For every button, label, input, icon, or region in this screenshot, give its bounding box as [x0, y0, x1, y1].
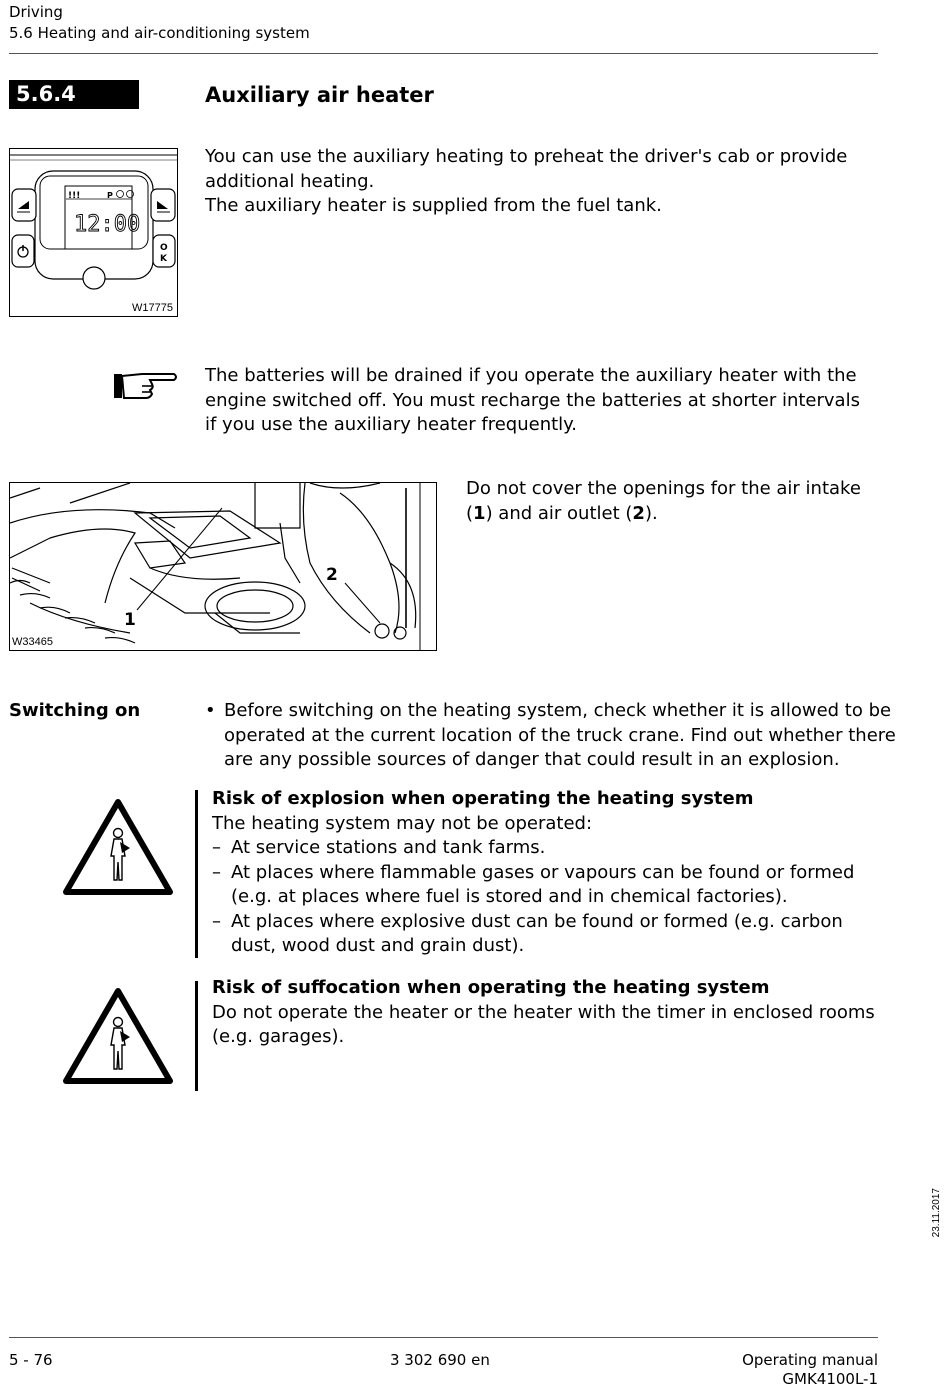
note-text: The batteries will be drained if you operate the auxiliary heater with the engine switched off. You must recharge the batteries at shorter intervals if you use the auxiliary heater frequently.: [205, 365, 860, 435]
header-chapter: Driving: [9, 3, 63, 21]
cab-interior-illustration: [10, 483, 436, 650]
callout-1: 1: [124, 610, 136, 630]
warning-text: Do not operate the heater or the heater with the timer in enclosed rooms (e.g. garages).: [212, 1001, 875, 1047]
switching-on-heading: Switching on: [9, 700, 141, 721]
timer-display-figure: [9, 148, 178, 317]
svg-text:!!!: !!!: [68, 191, 81, 201]
bullet-text: Before switching on the heating system, check whether it is allowed to be operated at the current location of the truck crane. Find out whether there are any possible sources of danger that could result in an explosion.: [224, 700, 896, 770]
openings-text-part: ) and air outlet (: [485, 502, 633, 524]
doc-number: 3 302 690 en: [390, 1351, 490, 1369]
outlet-number: 2: [632, 502, 645, 524]
pointing-hand-icon: [112, 368, 180, 404]
warning-item: – At places where explosive dust can be found or formed (e.g. carbon dust, wood dust and grain dust).: [212, 910, 843, 956]
manual-name: Operating manual: [742, 1351, 878, 1369]
header-rule: [9, 53, 878, 54]
figure-code: W33465: [12, 636, 53, 648]
intro-line-1: You can use the auxiliary heating to preheat the driver's cab or provide additional heating.: [205, 146, 848, 192]
intake-number: 1: [473, 502, 486, 524]
openings-text-part: ).: [644, 502, 658, 524]
openings-text-part: Do not cover the openings for the air intake (: [466, 478, 861, 524]
warning-triangle-person-icon: [62, 798, 174, 896]
warning-title: Risk of suffocation when operating the heating system: [212, 977, 770, 998]
warning-intro: The heating system may not be operated:: [212, 812, 593, 834]
switching-on-bullet: • Before switching on the heating system, check whether it is allowed to be operated at the current location of the truck crane. Find out whether there are any possible sources of danger that could result in an explosion.: [205, 700, 896, 770]
p-indicator: P: [107, 191, 113, 200]
warning-bar: [195, 790, 198, 958]
timer-display-illustration: [10, 149, 177, 316]
cab-figure: [9, 482, 437, 651]
warning-bar: [195, 981, 198, 1091]
section-number: 5.6.4: [9, 80, 139, 109]
footer-rule: [9, 1337, 878, 1338]
callout-2: 2: [326, 565, 338, 585]
page-number: 5 - 76: [9, 1351, 53, 1369]
figure-code: W17775: [132, 302, 173, 314]
header-section: 5.6 Heating and air-conditioning system: [9, 24, 310, 42]
model-name: GMK4100L-1: [782, 1370, 878, 1388]
section-title: Auxiliary air heater: [205, 83, 434, 107]
intro-text: [205, 145, 875, 219]
warning-item: – At service stations and tank farms.: [212, 837, 546, 858]
warning-item: – At places where flammable gases or vapours can be found or formed (e.g. at places where fuel is stored and in chemical factories).: [212, 861, 855, 907]
warning-title: Risk of explosion when operating the heating system: [212, 788, 754, 809]
openings-text: [466, 477, 878, 526]
warning-explosion: [212, 787, 880, 959]
ok-button-label-o: O: [160, 243, 168, 253]
warning-triangle-person-icon: [62, 987, 174, 1085]
clock-readout: 12:00: [74, 212, 141, 237]
document-date: 23.11.2017: [931, 1188, 942, 1238]
ok-button-label-k: K: [160, 254, 167, 264]
intro-line-2: The auxiliary heater is supplied from the fuel tank.: [205, 195, 662, 216]
warning-suffocation: [212, 976, 880, 1050]
